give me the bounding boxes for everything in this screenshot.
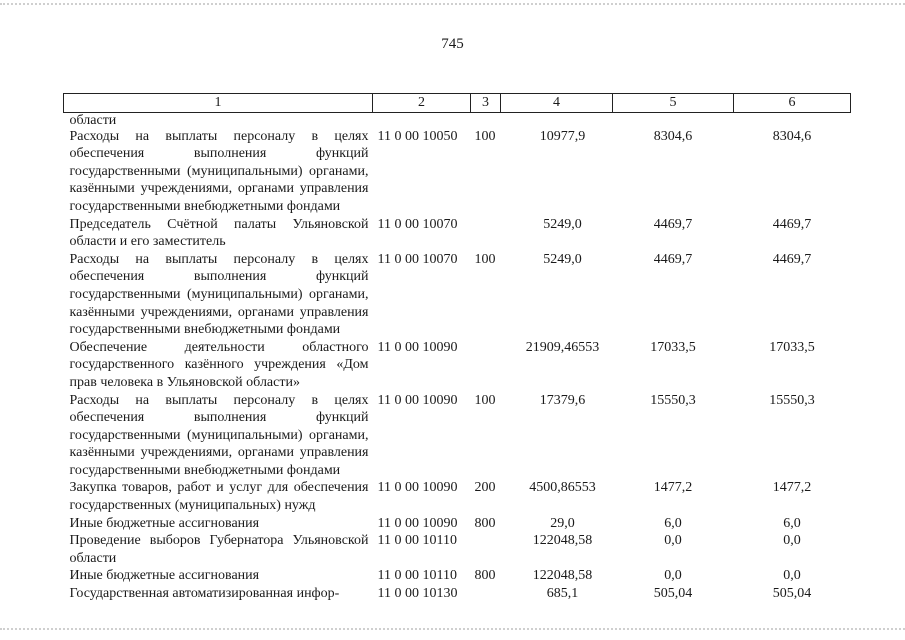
- table-row: [64, 392, 851, 480]
- row-value-6: 17033,5: [769, 339, 815, 355]
- row-value-5: [613, 112, 734, 128]
- row-value-5: 17033,5: [650, 339, 696, 355]
- column-header-6: 6: [734, 94, 851, 113]
- row-code: 11 0 00 10090: [377, 339, 458, 355]
- row-type: [471, 216, 501, 251]
- row-value-5: 4469,7: [653, 216, 693, 232]
- row-type: [471, 585, 501, 603]
- row-value-6: 505,04: [772, 586, 812, 602]
- row-value-5: 6,0: [664, 515, 682, 531]
- row-name: Государственная автоматизированная инфор-: [69, 586, 340, 602]
- table-header-row: [64, 94, 851, 113]
- row-name: Обеспечение деятельности областного государственного казённого учреждения «Дом прав человека в Ульяновской области»: [69, 339, 369, 390]
- table-row: [64, 339, 851, 392]
- row-code: 11 0 00 10130: [377, 586, 458, 602]
- row-type: 200: [474, 480, 496, 496]
- row-code: 11 0 00 10050: [377, 128, 458, 144]
- table-row: [64, 112, 851, 128]
- page-number: 745: [441, 36, 464, 52]
- row-value-5: 15550,3: [650, 392, 696, 408]
- row-value-6: 6,0: [783, 515, 801, 531]
- row-code: 11 0 00 10110: [377, 568, 457, 584]
- row-value-5: 0,0: [664, 533, 682, 549]
- row-value-5: 4469,7: [653, 251, 693, 267]
- row-value-5: 1477,2: [653, 480, 693, 496]
- row-value-6: 0,0: [783, 533, 801, 549]
- column-header-5: 5: [613, 94, 734, 113]
- row-type: 800: [474, 568, 496, 584]
- row-value-4: [501, 112, 613, 128]
- row-value-4: 122048,58: [532, 533, 593, 549]
- row-value-5: 505,04: [653, 586, 693, 602]
- table-row: [64, 532, 851, 567]
- row-name: Иные бюджетные ассигнования: [69, 515, 260, 531]
- table-row: [64, 515, 851, 533]
- row-name: Проведение выборов Губернатора Ульяновской области: [69, 533, 369, 566]
- row-code: 11 0 00 10070: [377, 251, 458, 267]
- row-name: Закупка товаров, работ и услуг для обеспечения государственных (муниципальных) нужд: [69, 480, 369, 514]
- row-code: 11 0 00 10070: [377, 216, 458, 232]
- budget-table: [63, 93, 851, 603]
- column-header-4: 4: [501, 94, 613, 113]
- row-type: [471, 532, 501, 567]
- row-name: области: [69, 112, 117, 128]
- row-value-6: 4469,7: [772, 216, 812, 232]
- table-row: [64, 585, 851, 603]
- row-type: 800: [474, 515, 496, 531]
- row-value-4: 17379,6: [539, 392, 586, 408]
- row-name: Расходы на выплаты персоналу в целях обеспечения выполнения функций государственными (муниципальными) органами, казёнными учреждениями, органами управления государственными внебюджетными фондами: [69, 128, 369, 214]
- row-value-4: 4500,86553: [529, 480, 596, 496]
- table-row: [64, 251, 851, 339]
- row-code: 11 0 00 10090: [377, 392, 458, 408]
- table-row: [64, 216, 851, 251]
- row-value-5: 0,0: [664, 568, 682, 584]
- row-type: 100: [474, 392, 496, 408]
- row-value-6: 4469,7: [772, 251, 812, 267]
- row-code: 11 0 00 10090: [377, 480, 458, 496]
- row-name: Председатель Счётной палаты Ульяновской области и его заместитель: [69, 216, 369, 250]
- table-row: [64, 479, 851, 514]
- scan-edge-top: [0, 3, 905, 9]
- table-row: [64, 567, 851, 585]
- row-value-6: 0,0: [783, 568, 801, 584]
- row-code: [373, 112, 471, 128]
- row-name: Расходы на выплаты персоналу в целях обеспечения выполнения функций государственными (муниципальными) органами, казёнными учреждениями, органами управления государственными внебюджетными фондами: [69, 251, 369, 338]
- row-type: 100: [474, 251, 496, 267]
- row-value-4: 685,1: [546, 586, 579, 602]
- row-type: 100: [474, 128, 496, 144]
- table-row: [64, 128, 851, 216]
- row-value-4: 122048,58: [532, 568, 593, 584]
- column-header-3: 3: [471, 94, 501, 113]
- row-name: Иные бюджетные ассигнования: [69, 568, 260, 584]
- row-value-4: 21909,46553: [525, 339, 600, 355]
- row-name: Расходы на выплаты персоналу в целях обеспечения выполнения функций государственными (муниципальными) органами, казёнными учреждениями, органами управления государственными внебюджетными фондами: [69, 392, 369, 478]
- row-value-5: 8304,6: [653, 128, 693, 144]
- row-type: [471, 112, 501, 128]
- row-value-4: 29,0: [550, 515, 575, 531]
- row-type: [471, 339, 501, 392]
- row-code: 11 0 00 10110: [377, 533, 457, 549]
- scan-edge-bottom: [0, 628, 905, 634]
- row-value-6: 15550,3: [769, 392, 815, 408]
- row-value-6: 8304,6: [772, 128, 812, 144]
- row-code: 11 0 00 10090: [377, 515, 458, 531]
- row-value-6: 1477,2: [772, 480, 812, 496]
- row-value-4: 5249,0: [543, 216, 582, 232]
- row-value-6: [734, 112, 851, 128]
- row-value-4: 5249,0: [543, 251, 582, 267]
- column-header-2: 2: [373, 94, 471, 113]
- column-header-1: 1: [64, 94, 373, 113]
- row-value-4: 10977,9: [539, 128, 586, 144]
